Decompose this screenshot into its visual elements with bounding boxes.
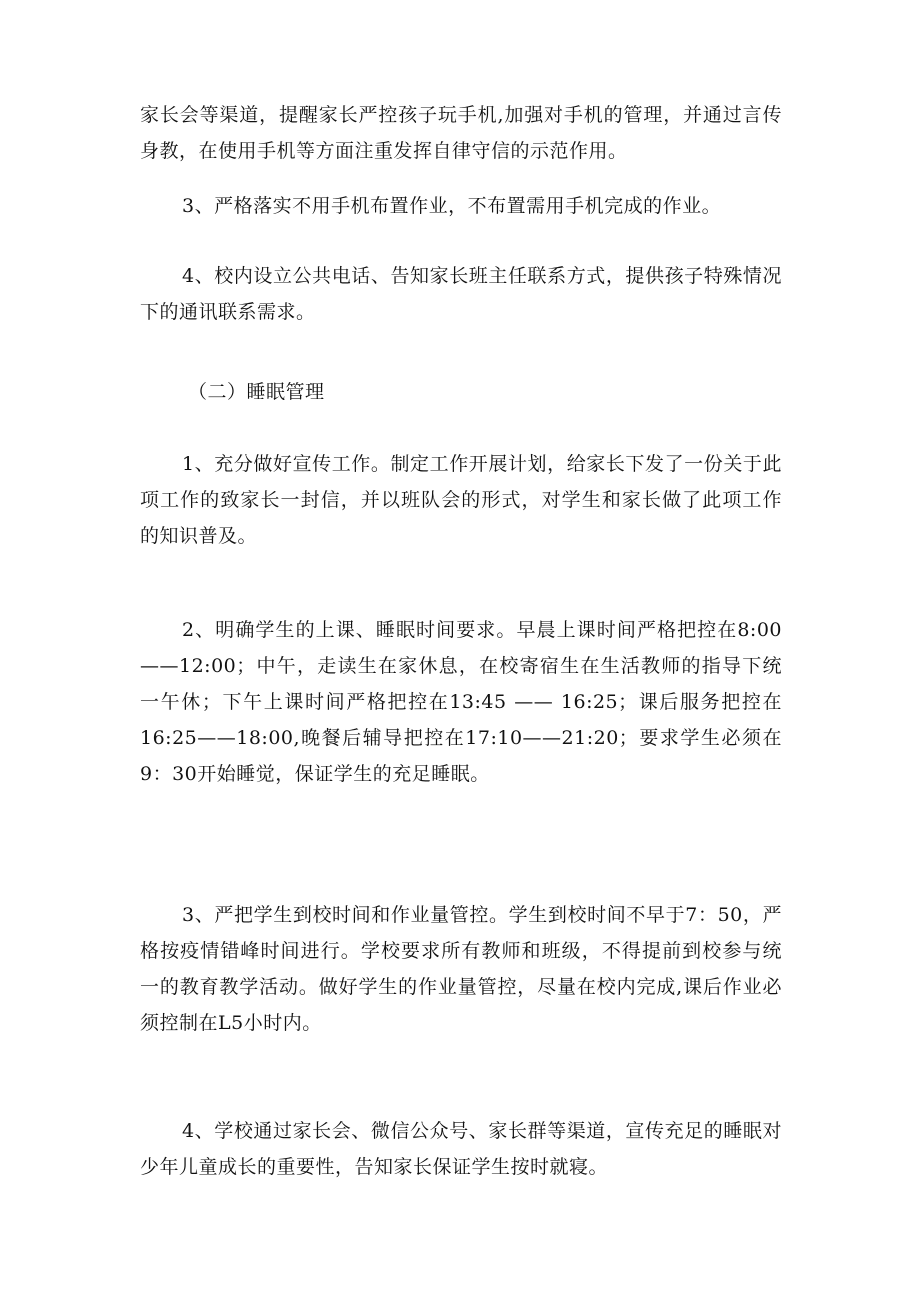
paragraph-phone-homework: 3、严格落实不用手机布置作业，不布置需用手机完成的作业。: [182, 195, 722, 217]
paragraph-schedule: 2、明确学生的上课、睡眠时间要求。早晨上课时间严格把控在8:00——12:00；中午，走读生在家休息，在校寄宿生在生活教师的指导下统一午休；下午上课时间严格把控在13:45 —— 16:25；课后服务把控在16:25——18:00,晚餐后辅导把控在17:10——21:20；要求学生必须在9：30开始睡觉，保证学生的充足睡眠。: [140, 619, 782, 785]
paragraph-continuation: 家长会等渠道，提醒家长严控孩子玩手机,加强对手机的管理，并通过言传身教，在使用手机等方面注重发挥自律守信的示范作用。: [140, 104, 782, 162]
paragraph-arrival-homework: 3、严把学生到校时间和作业量管控。学生到校时间不早于7：50，严格按疫情错峰时间进行。学校要求所有教师和班级，不得提前到校参与统一的教育教学活动。做好学生的作业量管控，尽量在校内完成,课后作业必须控制在L5小时内。: [140, 904, 782, 1034]
paragraph-public-phone: 4、校内设立公共电话、告知家长班主任联系方式，提供孩子特殊情况下的通讯联系需求。: [140, 265, 782, 323]
paragraph-publicity: 1、充分做好宣传工作。制定工作开展计划，给家长下发了一份关于此项工作的致家长一封信，并以班队会的形式，对学生和家长做了此项工作的知识普及。: [140, 453, 782, 547]
paragraph-parent-channels: 4、学校通过家长会、微信公众号、家长群等渠道，宣传充足的睡眠对少年儿童成长的重要性，告知家长保证学生按时就寝。: [140, 1120, 782, 1178]
section-heading-sleep-management: （二）睡眠管理: [188, 381, 325, 403]
